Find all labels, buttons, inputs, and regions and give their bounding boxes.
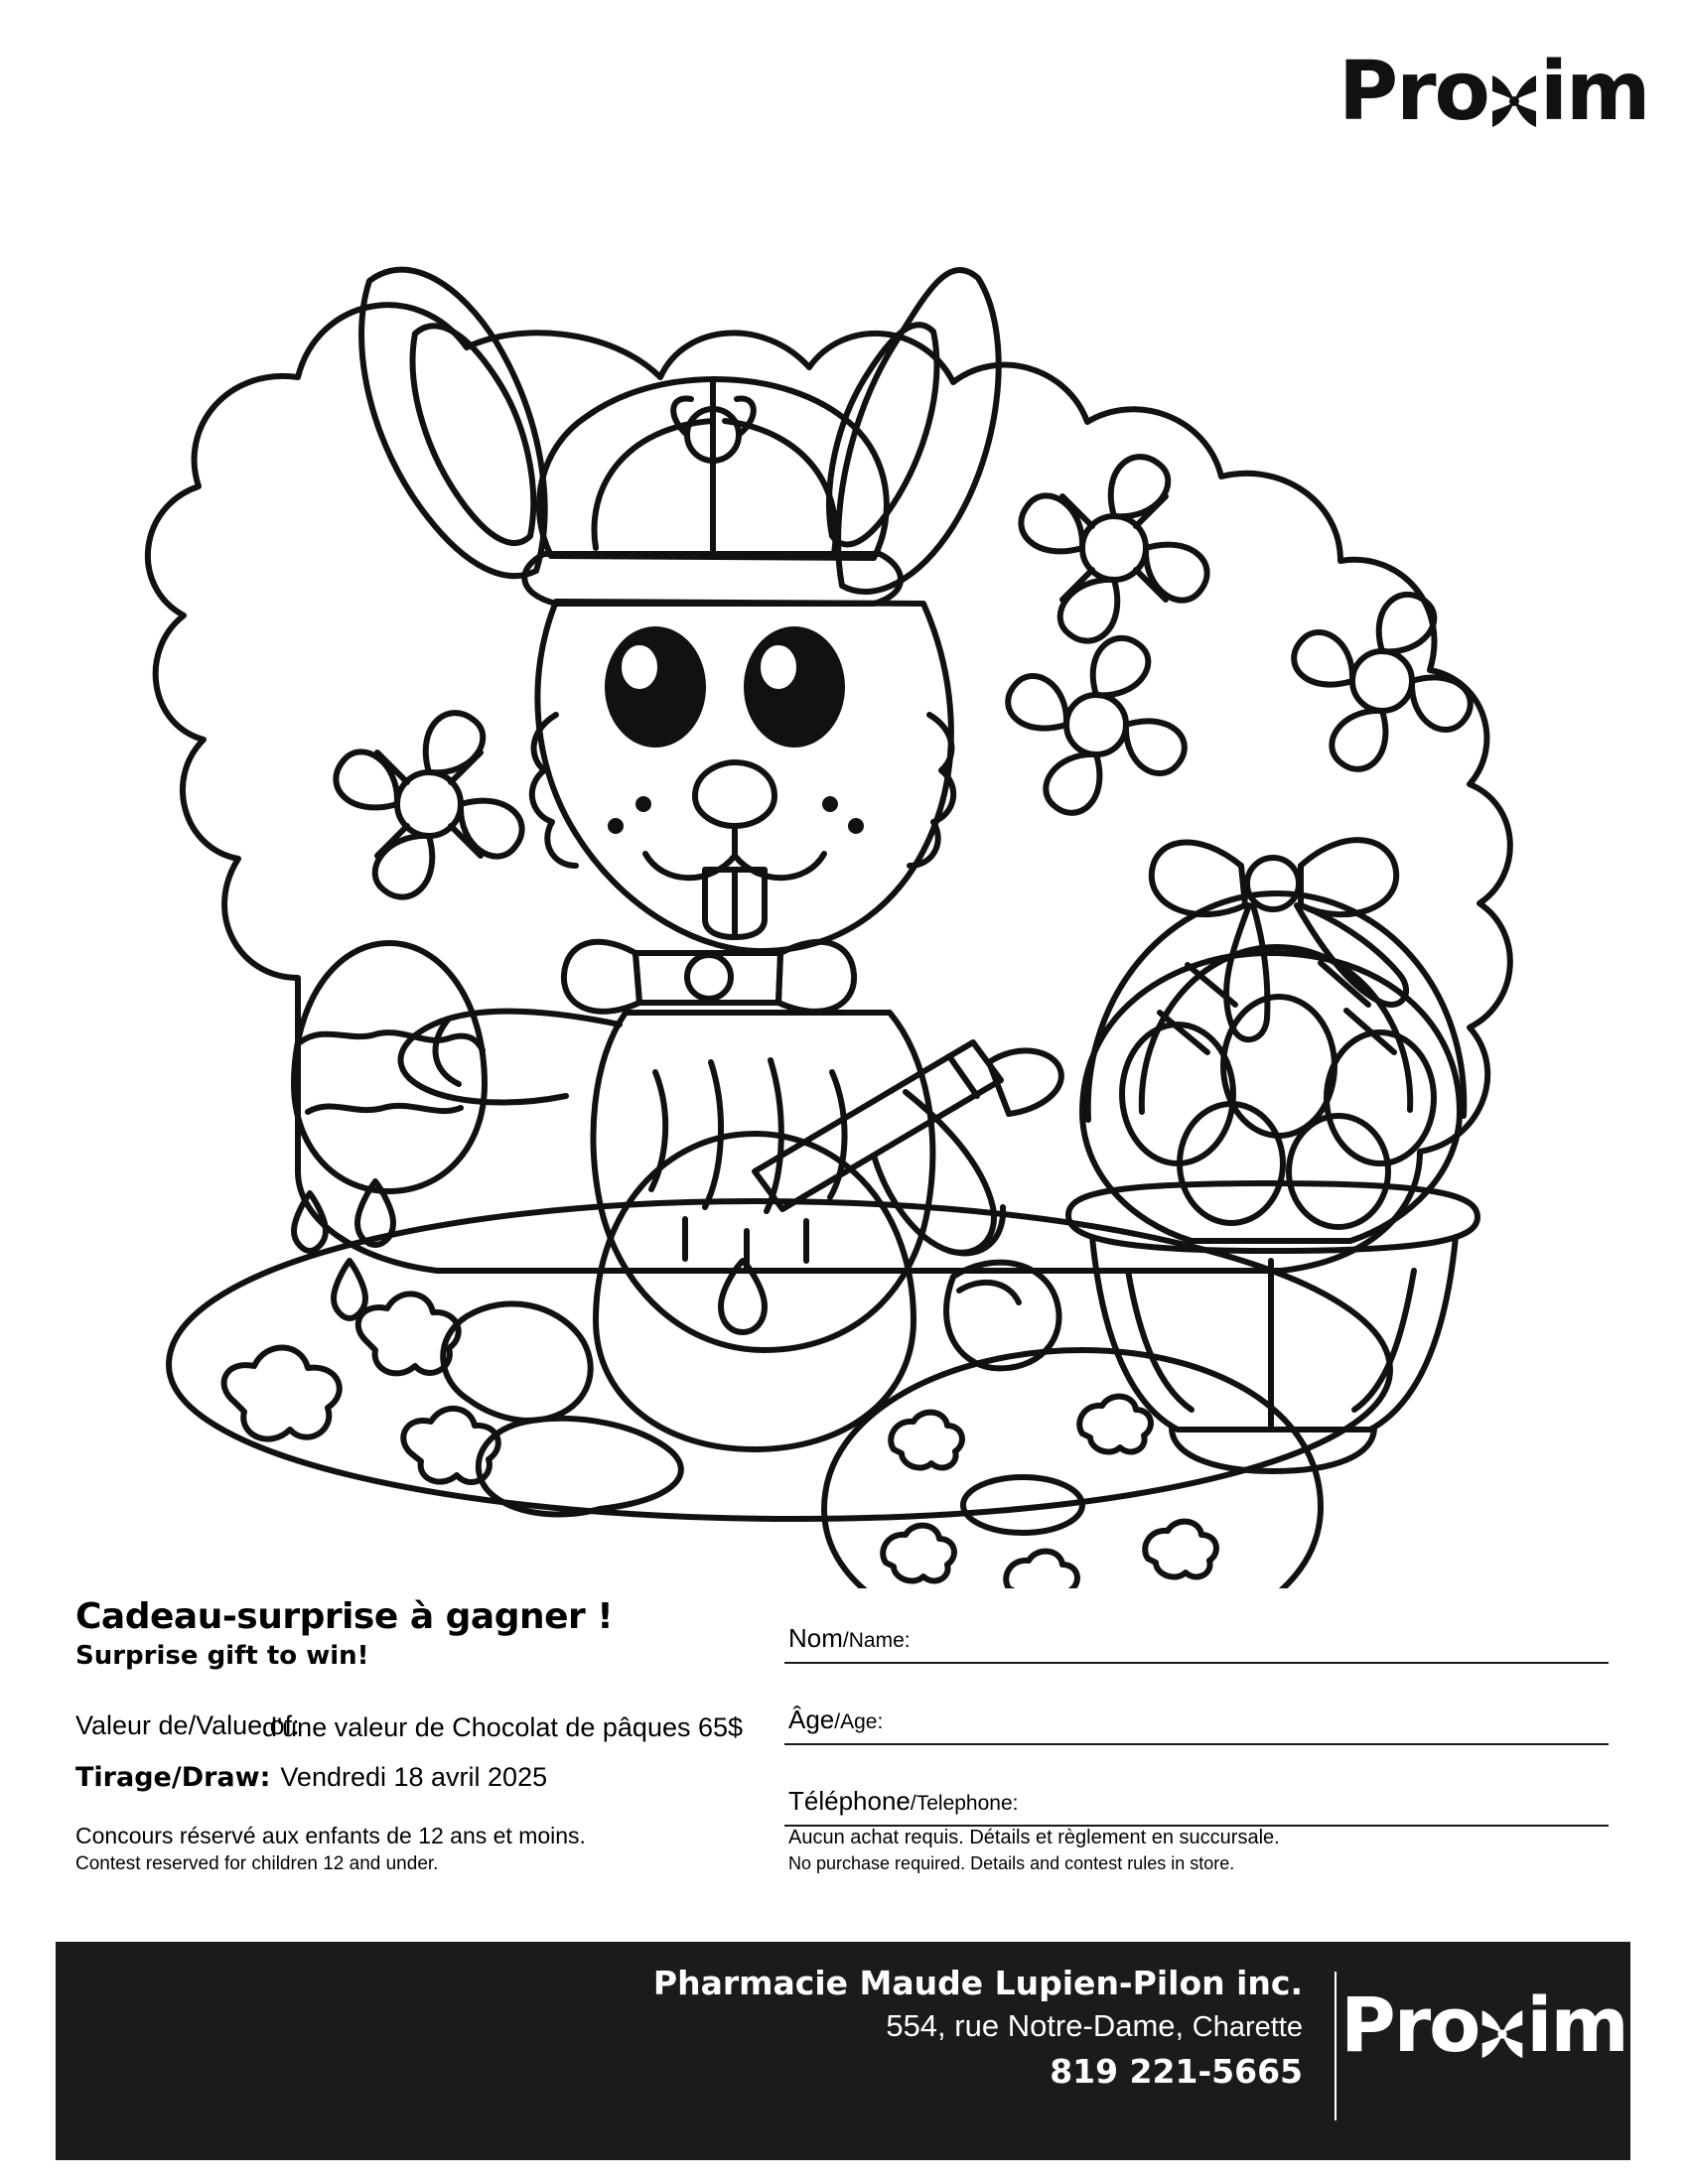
proxim-logo-footer: [1340, 1980, 1627, 2083]
entry-form: [784, 1600, 1609, 1844]
age-field-row[interactable]: [784, 1682, 1609, 1745]
age-field-label: Âge/Age:: [788, 1705, 884, 1734]
logo-text-part1-footer: Pro: [1340, 1980, 1479, 2069]
logo-text-part1: Pro: [1338, 45, 1488, 139]
pharmacy-city: Charette: [1192, 2011, 1303, 2044]
footer-banner: [56, 1942, 1630, 2160]
name-field-row[interactable]: [784, 1600, 1609, 1664]
contest-info-block: [75, 1596, 771, 1875]
logo-text-part2-footer: im: [1526, 1980, 1627, 2069]
rules-english: Contest reserved for children 12 and under.: [75, 1853, 439, 1874]
disclaimer-english: No purchase required. Details and contest rules in store.: [788, 1853, 1235, 1873]
pharmacy-phone: 819 221-5665: [1050, 2051, 1303, 2091]
telephone-field-row[interactable]: [784, 1763, 1609, 1827]
prize-value-line: [75, 1710, 771, 1748]
draw-label: Tirage/Draw:: [75, 1762, 271, 1793]
footer-divider: [1335, 1972, 1336, 2120]
draw-date-line: [75, 1762, 771, 1793]
easter-bunny-coloring-illustration: [0, 119, 1688, 1588]
pharmacy-address: 554, rue Notre-Dame, Charette: [886, 2008, 1303, 2044]
pharmacy-name: Pharmacie Maude Lupien-Pilon inc.: [652, 1964, 1303, 2002]
headline-english: Surprise gift to win!: [75, 1641, 369, 1671]
draw-date: Vendredi 18 avril 2025: [280, 1762, 548, 1792]
prize-value-label: Valeur de/Value of:: [75, 1710, 300, 1740]
prize-value-text: d'une valeur de Chocolat de pâques 65$: [262, 1712, 744, 1742]
footer-contact-info: [653, 1964, 1303, 2092]
rules-french: Concours réservé aux enfants de 12 ans et moins.: [75, 1823, 586, 1848]
proxim-wordmark-footer: [1340, 1980, 1627, 2069]
headline-french: Cadeau-surprise à gagner !: [75, 1596, 614, 1637]
legal-disclaimer: [788, 1827, 1583, 1874]
telephone-field-label: Téléphone/Telephone:: [788, 1786, 1019, 1816]
name-field-label: Nom/Name:: [788, 1623, 911, 1653]
logo-text-part2: im: [1539, 45, 1649, 139]
disclaimer-french: Aucun achat requis. Détails et règlement en succursale.: [788, 1827, 1280, 1848]
